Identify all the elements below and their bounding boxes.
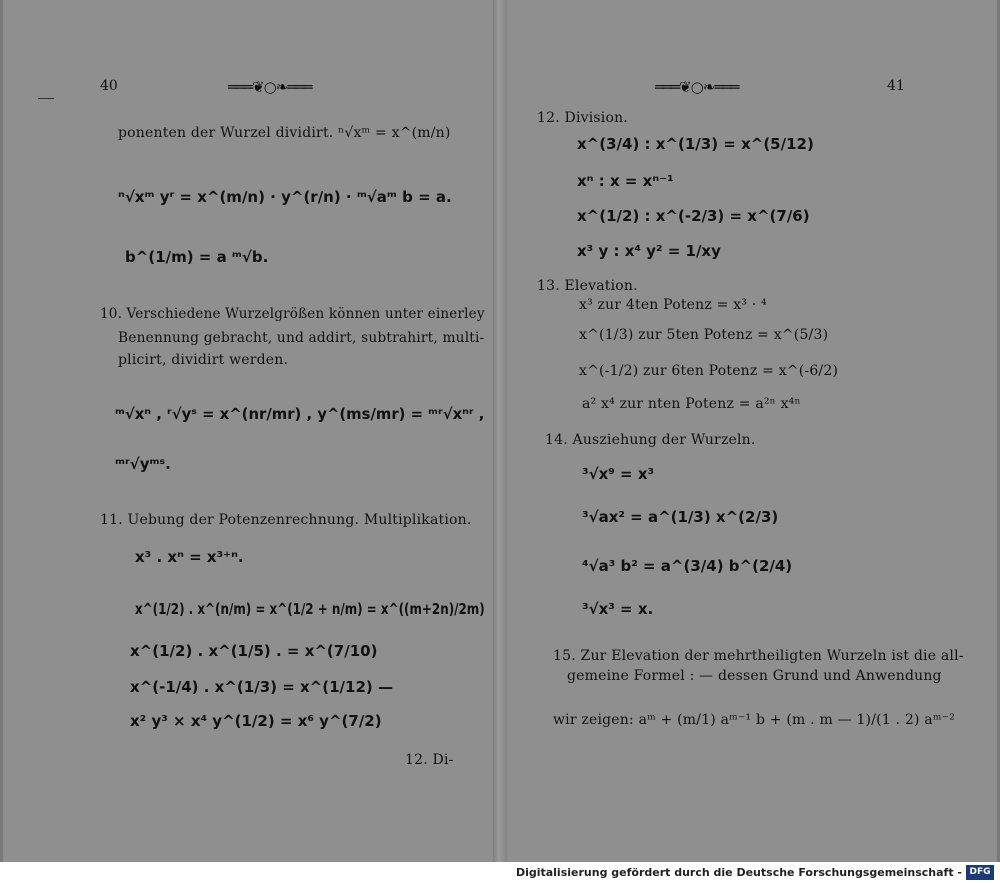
formula-line: ⁴√a³ b² = a^(3/4) b^(2/4): [582, 557, 793, 575]
formula-line: wir zeigen: aᵐ + (m/1) aᵐ⁻¹ b + (m . m — 1)/(1 . 2) aᵐ⁻²: [553, 712, 956, 728]
funding-credit: Digitalisierung gefördert durch die Deutsche Forschungsgemeinschaft -: [515, 866, 962, 879]
formula-line: x^(-1/4) . x^(1/3) = x^(1/12) —: [130, 678, 393, 696]
formula-line: ³√ax² = a^(1/3) x^(2/3): [582, 508, 779, 526]
left-page: [0, 0, 493, 862]
formula-line: ³√x³ = x.: [582, 600, 654, 618]
left-page-number: 40: [100, 78, 118, 94]
formula-line: x^(3/4) : x^(1/3) = x^(5/12): [577, 135, 814, 153]
formula-line: xⁿ : x = xⁿ⁻¹: [577, 172, 674, 190]
formula-line: x^(1/2) : x^(-2/3) = x^(7/6): [577, 207, 810, 225]
section-heading: 11. Uebung der Potenzenrechnung. Multiplikation.: [100, 512, 472, 528]
formula-line: x^(-1/2) zur 6ten Potenz = x^(-6/2): [579, 363, 839, 379]
section-heading: 14. Ausziehung der Wurzeln.: [545, 432, 756, 448]
formula-line: x³ zur 4ten Potenz = x³ · ⁴: [579, 297, 767, 313]
catchword: 12. Di-: [405, 752, 454, 768]
right-page: [507, 0, 1000, 862]
text-line: gemeine Formel : — dessen Grund und Anwendung: [567, 668, 942, 684]
section-heading: 12. Division.: [537, 110, 628, 126]
right-page-number: 41: [887, 78, 905, 94]
formula-line: ᵐ√xⁿ , ʳ√yˢ = x^(nr/mr) , y^(ms/mr) = ᵐʳ√xⁿʳ ,: [115, 405, 485, 423]
footer-bar: [0, 862, 1000, 883]
header-ornament: ═══❦○❧═══: [228, 78, 312, 96]
formula-line: ³√x⁹ = x³: [582, 465, 655, 483]
margin-mark: [38, 98, 54, 99]
formula-line: x^(1/3) zur 5ten Potenz = x^(5/3): [579, 327, 829, 343]
dfg-logo: DFG: [966, 865, 994, 880]
text-line: Benennung gebracht, und addirt, subtrahirt, multi-: [118, 330, 485, 346]
formula-line: ᵐʳ√yᵐˢ.: [115, 455, 171, 473]
formula-line: b^(1/m) = a ᵐ√b.: [125, 248, 269, 266]
text-line: plicirt, dividirt werden.: [118, 352, 289, 368]
header-ornament: ═══❦○❧═══: [655, 78, 739, 96]
formula-line: x² y³ × x⁴ y^(1/2) = x⁶ y^(7/2): [130, 712, 382, 730]
formula-line: ⁿ√xᵐ yʳ = x^(m/n) · y^(r/n) · ᵐ√aᵐ b = a.: [118, 188, 452, 206]
formula-line: x³ . xⁿ = x³⁺ⁿ.: [135, 548, 244, 566]
section-heading: 10. Verschiedene Wurzelgrößen können unter einerley: [100, 306, 485, 322]
formula-line: x^(1/2) . x^(1/5) . = x^(7/10): [130, 642, 378, 660]
book-gutter: [493, 0, 507, 862]
formula-line: x^(1/2) . x^(n/m) = x^(1/2 + n/m) = x^((m+2n)/2m): [135, 600, 485, 618]
formula-line: x³ y : x⁴ y² = 1/xy: [577, 242, 721, 260]
section-heading: 13. Elevation.: [537, 278, 638, 294]
text-line: ponenten der Wurzel dividirt. ⁿ√xᵐ = x^(m/n): [118, 125, 451, 141]
formula-line: a² x⁴ zur nten Potenz = a²ⁿ x⁴ⁿ: [582, 396, 801, 412]
section-heading: 15. Zur Elevation der mehrtheiligten Wurzeln ist die all-: [553, 648, 964, 664]
